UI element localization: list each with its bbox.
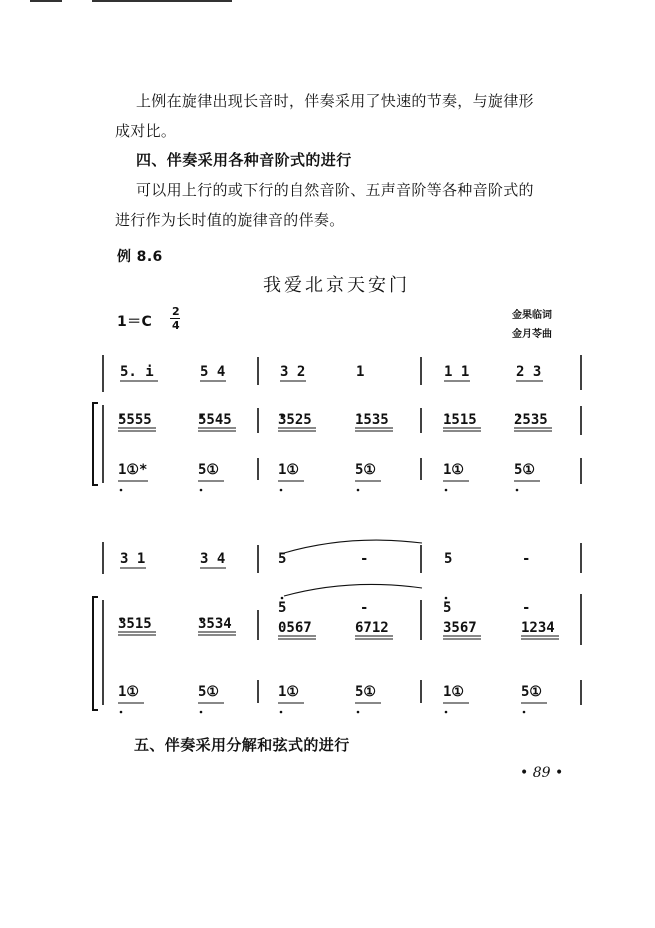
key-signature: 1＝C <box>117 314 153 330</box>
melody-measure-3b: 2 3 <box>516 364 542 380</box>
accomp-top-5a: 5 <box>278 600 287 616</box>
intro-line-1: 上例在旋律出现长音时，伴奏采用了快速的节奏，与旋律形 <box>136 92 534 110</box>
composer-credit: 金月苓曲 <box>512 329 552 340</box>
accomp-upper-6a: 3567 <box>443 620 477 636</box>
accomp-upper-4a: 3515 <box>118 616 152 632</box>
time-signature-denominator: 4 <box>172 319 180 332</box>
accomp-top-5b: - <box>360 600 369 616</box>
accomp-lower-1b: 5① <box>198 462 219 478</box>
accomp-upper-4b: 3534 <box>198 616 232 632</box>
accomp-lower-6b: 5① <box>521 684 542 700</box>
accomp-lower-4b: 5① <box>198 684 219 700</box>
section-4-line-2: 进行作为长时值的旋律音的伴奏。 <box>115 211 345 229</box>
accomp-top-6b: - <box>522 600 531 616</box>
accomp-upper-5a: 0567 <box>278 620 312 636</box>
melody-measure-2b: 1 <box>356 364 365 380</box>
accomp-lower-3b: 5① <box>514 462 535 478</box>
melody-measure-6b: - <box>522 551 531 567</box>
time-signature-numerator: 2 <box>172 305 180 318</box>
example-label: 例 8.6 <box>117 249 163 265</box>
section-4-heading: 四、伴奏采用各种音阶式的进行 <box>136 151 352 169</box>
melody-measure-6a: 5 <box>444 551 453 567</box>
accomp-upper-1a: 5555 <box>118 412 152 428</box>
accomp-upper-5b: 6712 <box>355 620 389 636</box>
accomp-upper-2a: 3525 <box>278 412 312 428</box>
accomp-upper-2b: 1535 <box>355 412 389 428</box>
song-title: 我爱北京天安门 <box>263 275 410 296</box>
accomp-upper-3b: 2535 <box>514 412 548 428</box>
accomp-lower-1a: 1①* <box>118 462 148 478</box>
melody-measure-1b: 5 4 <box>200 364 226 380</box>
accomp-lower-3a: 1① <box>443 462 464 478</box>
accomp-lower-6a: 1① <box>443 684 464 700</box>
accomp-lower-5a: 1① <box>278 684 299 700</box>
melody-measure-2a: 3 2 <box>280 364 306 380</box>
lyricist-credit: 金果临词 <box>512 310 552 321</box>
melody-measure-5b: - <box>360 551 369 567</box>
melody-measure-1a: 5. i <box>120 364 154 380</box>
melody-measure-3a: 1 1 <box>444 364 470 380</box>
accomp-lower-2a: 1① <box>278 462 299 478</box>
section-4-line-1: 可以用上行的或下行的自然音阶、五声音阶等各种音阶式的 <box>136 181 534 199</box>
section-5-heading: 五、伴奏采用分解和弦式的进行 <box>134 736 350 754</box>
accomp-top-6a: 5 <box>443 600 452 616</box>
accomp-lower-2b: 5① <box>355 462 376 478</box>
melody-measure-4b: 3 4 <box>200 551 226 567</box>
page-number: • 89 • <box>520 765 564 781</box>
melody-measure-4a: 3 1 <box>120 551 146 567</box>
melody-measure-5a: 5 <box>278 551 287 567</box>
accomp-upper-1b: 5545 <box>198 412 232 428</box>
accomp-upper-3a: 1515 <box>443 412 477 428</box>
accomp-upper-6b: 1234 <box>521 620 555 636</box>
accomp-lower-4a: 1① <box>118 684 139 700</box>
accomp-lower-5b: 5① <box>355 684 376 700</box>
intro-line-2: 成对比。 <box>115 122 177 140</box>
